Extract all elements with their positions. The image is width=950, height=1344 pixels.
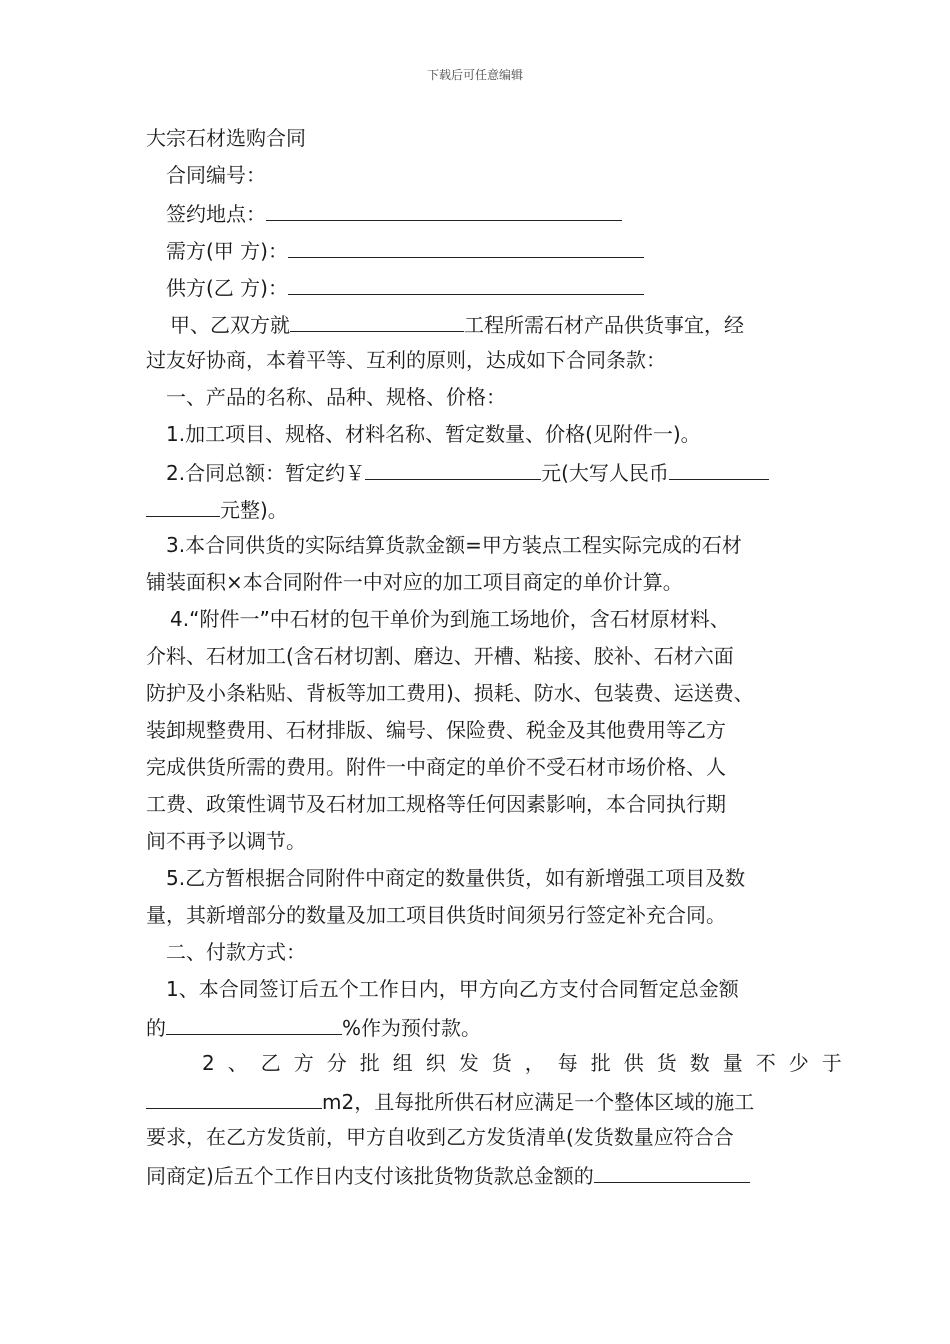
payment-2-line-1: 2、乙方分批组织发货，每批供货数量不少于: [202, 1051, 855, 1075]
payment-2-line-2: [146, 1082, 810, 1119]
project-name-blank: [290, 305, 464, 332]
party-a-line: [146, 231, 810, 268]
intro-text-a: 甲、乙双方就: [170, 313, 290, 337]
intro-line-1: [146, 305, 810, 342]
amount-in-words-blank: [669, 453, 769, 480]
item-4-line-3: 防护及小条粘贴、背板等加工费用)、损耗、防水、包装费、运送费、: [146, 681, 754, 705]
payment-1-line-2: [146, 1008, 810, 1045]
item-3-line-1: 3.本合同供货的实际结算货款金额=甲方装点工程实际完成的石材: [166, 533, 742, 557]
intro-text-b: 工程所需石材产品供货事宜，经: [464, 313, 744, 337]
intro-line-2: 过友好协商，本着平等、互利的原则，达成如下合同条款：: [146, 348, 666, 372]
item-2-text-b: 元(大写人民币: [541, 461, 669, 485]
item-2-text-a: 2.合同总额：暂定约￥: [166, 461, 366, 485]
signing-place-blank: [266, 194, 622, 221]
payment-1-line-1: 1、本合同签订后五个工作日内，甲方向乙方支付合同暂定总金额: [166, 977, 739, 1001]
payment-2-line-4: [146, 1156, 810, 1193]
item-2-text-c: 元整)。: [220, 498, 288, 522]
item-5-line-2: 量，其新增部分的数量及加工项目供货时间须另行签定补充合同。: [146, 903, 726, 927]
item-4-line-6: 工费、政策性调节及石材加工规格等任何因素影响，本合同执行期: [146, 792, 726, 816]
payment-2-text-d: 同商定)后五个工作日内支付该批货物货款总金额的: [146, 1164, 594, 1188]
section-1-heading: 一、产品的名称、品种、规格、价格：: [166, 385, 506, 409]
signing-place-line: [146, 194, 810, 231]
page-header-note: 下载后可任意编辑: [426, 68, 523, 82]
amount-in-words-blank-cont: [146, 490, 220, 517]
payment-1-text-a: 的: [146, 1016, 166, 1040]
contract-number-label: 合同编号：: [166, 163, 266, 187]
signing-place-label: 签约地点：: [166, 202, 266, 226]
item-2-line-2: [146, 490, 810, 527]
payment-2-line-3: 要求，在乙方发货前，甲方自收到乙方发货清单(发货数量应符合合: [146, 1125, 734, 1149]
document-title: 大宗石材选购合同: [146, 126, 306, 150]
contract-document: [146, 120, 855, 1193]
item-4-line-5: 完成供货所需的费用。附件一中商定的单价不受石材市场价格、人: [146, 755, 726, 779]
item-4-line-1: 4.“附件一”中石材的包干单价为到施工场地价，含石材原材料、: [170, 607, 730, 631]
item-4-line-2: 介料、石材加工(含石材切割、磨边、开槽、粘接、胶补、石材六面: [146, 644, 734, 668]
item-1: 1.加工项目、规格、材料名称、暂定数量、价格(见附件一)。: [166, 422, 701, 446]
item-4-line-7: 间不再予以调节。: [146, 829, 306, 853]
batch-payment-blank: [594, 1156, 750, 1183]
item-3-line-2: 铺装面积×本合同附件一中对应的加工项目商定的单价计算。: [146, 570, 683, 594]
total-amount-blank: [365, 453, 541, 480]
payment-1-text-b: %作为预付款。: [342, 1016, 482, 1040]
party-b-blank: [288, 268, 644, 295]
section-2-heading: 二、付款方式：: [166, 940, 306, 964]
party-a-blank: [288, 231, 644, 258]
batch-quantity-blank: [146, 1082, 322, 1109]
prepayment-percent-blank: [166, 1008, 342, 1035]
item-4-line-4: 装卸规整费用、石材排版、编号、保险费、税金及其他费用等乙方: [146, 718, 726, 742]
party-b-line: [146, 268, 810, 305]
item-5-line-1: 5.乙方暂根据合同附件中商定的数量供货，如有新增强工项目及数: [166, 866, 746, 890]
party-a-label: 需方(甲 方)：: [166, 239, 288, 263]
payment-2-text-b: m2，且每批所供石材应满足一个整体区域的施工: [322, 1090, 755, 1114]
item-2-line-1: [146, 453, 810, 490]
party-b-label: 供方(乙 方)：: [166, 276, 288, 300]
